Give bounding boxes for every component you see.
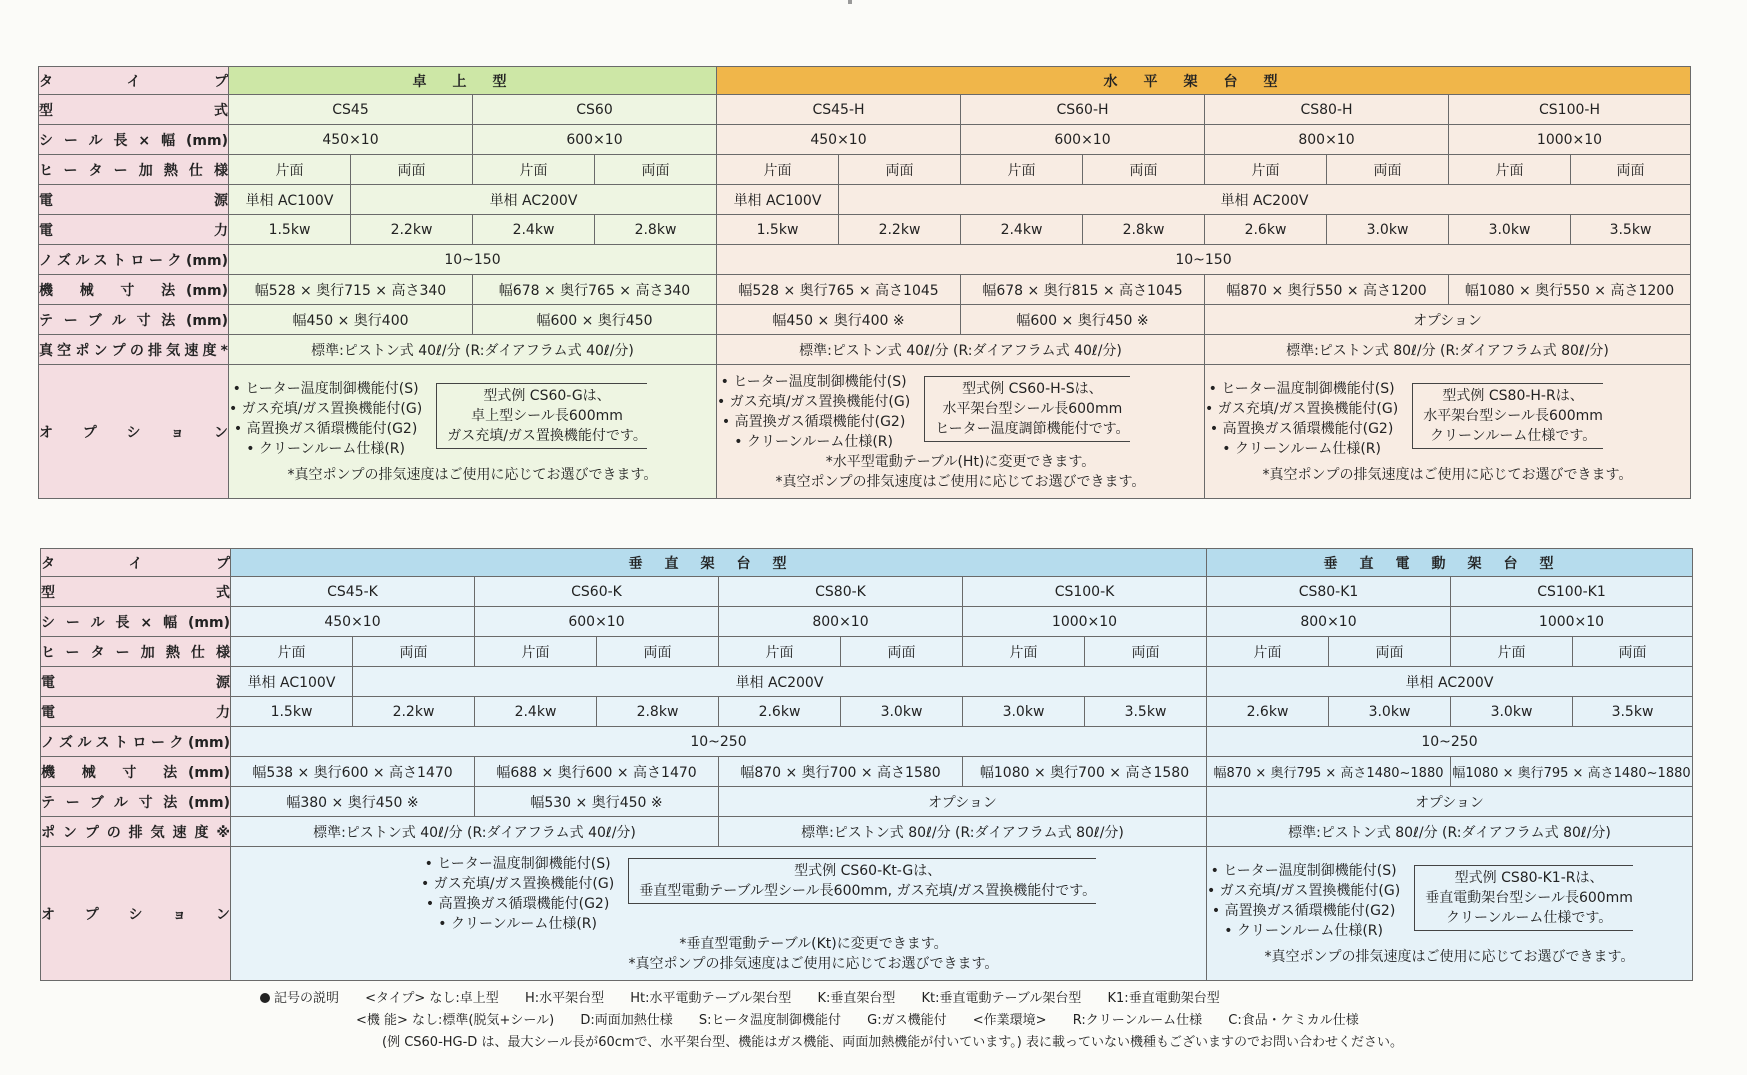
power-cell: 2.4kw — [473, 215, 595, 245]
option-desk — [229, 365, 717, 499]
option-note: *真空ポンプの排気速度はご使用に応じてお選びできます。 — [775, 473, 1146, 490]
table-dim-cell: 幅450 × 奥行400 — [229, 305, 473, 335]
spec-table-desktop-horizontal — [38, 66, 1691, 499]
machine-cell: 幅870 × 奥行700 × 高さ1580 — [719, 757, 963, 787]
model-example — [1412, 383, 1603, 449]
seal-cell: 800×10 — [1207, 607, 1451, 637]
power-cell: 2.2kw — [353, 697, 475, 727]
power-cell: 1.5kw — [717, 215, 839, 245]
row-label-heater: ヒーター加熱仕様 — [39, 155, 229, 185]
machine-cell: 幅678 × 奥行815 × 高さ1045 — [961, 275, 1205, 305]
heater-cell: 両面 — [595, 155, 717, 185]
power-cell: 3.5kw — [1085, 697, 1207, 727]
option-item: • 高置換ガス循環機能付(G2) — [717, 412, 910, 432]
heater-cell: 片面 — [473, 155, 595, 185]
option-item: • ガス充填/ガス置換機能付(G) — [1205, 399, 1398, 419]
heater-cell: 片面 — [229, 155, 351, 185]
power-cell: 3.0kw — [963, 697, 1085, 727]
row-label-supply: 電 源 — [41, 667, 231, 697]
option-note: *真空ポンプの排気速度はご使用に応じてお選びできます。 — [1262, 466, 1633, 483]
model-example — [924, 376, 1129, 442]
option-item: • 高置換ガス循環機能付(G2) — [421, 894, 614, 914]
heater-cell: 片面 — [475, 637, 597, 667]
symbol-legend — [260, 988, 1460, 1054]
table-dim-cell: オプション — [1207, 787, 1693, 817]
power-cell: 3.0kw — [1449, 215, 1571, 245]
header-vertical-type: 垂直架台型 — [231, 549, 1207, 577]
row-label-supply: 電 源 — [39, 185, 229, 215]
seal-cell: 800×10 — [719, 607, 963, 637]
example-line: 卓上型シール長600mm — [471, 407, 623, 424]
scan-mark — [848, 0, 852, 4]
power-cell: 3.0kw — [1327, 215, 1449, 245]
stroke-cell: 10~250 — [1207, 727, 1693, 757]
legend-item: G:ガス機能付 — [867, 1013, 947, 1028]
legend-item: Kt:垂直電動テーブル架台型 — [921, 991, 1082, 1006]
option-item: • ヒーター温度制御機能付(S) — [229, 379, 422, 399]
legend-item: C:食品・ケミカル仕様 — [1228, 1013, 1359, 1028]
option-note: *水平型電動テーブル(Ht)に変更できます。 — [825, 453, 1096, 470]
model-cell: CS80-K1 — [1207, 577, 1451, 607]
machine-cell: 幅870 × 奥行550 × 高さ1200 — [1205, 275, 1449, 305]
power-cell: 2.8kw — [1083, 215, 1205, 245]
machine-cell: 幅1080 × 奥行795 × 高さ1480~1880 — [1451, 757, 1693, 787]
model-cell: CS60 — [473, 95, 717, 125]
row-label-stroke: ノズルストローク(mm) — [41, 727, 231, 757]
row-label-machine: 機 械 寸 法(mm) — [39, 275, 229, 305]
heater-cell: 両面 — [1573, 637, 1693, 667]
option-item: • クリーンルーム仕様(R) — [421, 914, 614, 934]
pump-cell: 標準:ピストン式 80ℓ/分 (R:ダイアフラム式 80ℓ/分) — [1207, 817, 1693, 847]
option-item: • ヒーター温度制御機能付(S) — [717, 372, 910, 392]
example-line: 垂直型電動テーブル型シール長600mm, ガス充填/ガス置換機能付です。 — [639, 882, 1097, 899]
option-item: • ガス充填/ガス置換機能付(G) — [421, 874, 614, 894]
table-dim-cell: 幅380 × 奥行450 ※ — [231, 787, 475, 817]
legend-item: D:両面加熱仕様 — [580, 1013, 673, 1028]
example-line: ガス充填/ガス置換機能付です。 — [447, 427, 647, 444]
machine-cell: 幅870 × 奥行795 × 高さ1480~1880 — [1207, 757, 1451, 787]
row-label-model: 型 式 — [39, 95, 229, 125]
legend-item: Ht:水平電動テーブル架台型 — [630, 991, 792, 1006]
machine-cell: 幅1080 × 奥行550 × 高さ1200 — [1449, 275, 1691, 305]
option-note: *垂直型電動テーブル(Kt)に変更できます。 — [679, 935, 948, 952]
model-cell: CS45-H — [717, 95, 961, 125]
seal-cell: 800×10 — [1205, 125, 1449, 155]
legend-item: <機 能> なし:標準(脱気+シール) — [356, 1013, 555, 1028]
row-label-seal: シール長×幅(mm) — [41, 607, 231, 637]
heater-cell: 両面 — [1329, 637, 1451, 667]
power-cell: 2.4kw — [961, 215, 1083, 245]
pump-cell: 標準:ピストン式 40ℓ/分 (R:ダイアフラム式 40ℓ/分) — [229, 335, 717, 365]
table-dim-cell: 幅600 × 奥行450 — [473, 305, 717, 335]
heater-cell: 両面 — [841, 637, 963, 667]
seal-cell: 600×10 — [475, 607, 719, 637]
example-line: 型式例 CS60-Kt-Gは、 — [794, 862, 942, 879]
row-label-seal: シール長×幅(mm) — [39, 125, 229, 155]
row-label-type: タ イ プ — [39, 67, 229, 95]
legend-line-type — [260, 988, 1460, 1010]
stroke-cell: 10~250 — [231, 727, 1207, 757]
bullet-icon — [260, 993, 270, 1003]
legend-line-function — [260, 1010, 1460, 1032]
model-cell: CS45-K — [231, 577, 475, 607]
option-list — [421, 854, 614, 934]
option-horizontal-b — [1205, 365, 1691, 499]
seal-cell: 1000×10 — [1449, 125, 1691, 155]
option-list — [1205, 379, 1398, 459]
power-cell: 2.2kw — [839, 215, 961, 245]
heater-cell: 片面 — [1205, 155, 1327, 185]
supply-cell: 単相 AC100V — [231, 667, 353, 697]
power-cell: 3.0kw — [1451, 697, 1573, 727]
option-horizontal-a — [717, 365, 1205, 499]
legend-item: <作業環境> — [972, 1013, 1047, 1028]
option-item: • ガス充填/ガス置換機能付(G) — [229, 399, 422, 419]
power-cell: 2.6kw — [1207, 697, 1329, 727]
heater-cell: 両面 — [839, 155, 961, 185]
row-label-machine: 機 械 寸 法(mm) — [41, 757, 231, 787]
supply-cell: 単相 AC200V — [353, 667, 1207, 697]
power-cell: 2.6kw — [719, 697, 841, 727]
power-cell: 3.5kw — [1571, 215, 1691, 245]
pump-cell: 標準:ピストン式 40ℓ/分 (R:ダイアフラム式 40ℓ/分) — [717, 335, 1205, 365]
heater-cell: 両面 — [351, 155, 473, 185]
option-note: *真空ポンプの排気速度はご使用に応じてお選びできます。 — [287, 466, 658, 483]
seal-cell: 450×10 — [229, 125, 473, 155]
model-cell: CS80-K — [719, 577, 963, 607]
power-cell: 2.8kw — [597, 697, 719, 727]
legend-item: <タイプ> なし:卓上型 — [365, 991, 499, 1006]
machine-cell: 幅1080 × 奥行700 × 高さ1580 — [963, 757, 1207, 787]
row-label-table-dim: テーブル寸法(mm) — [41, 787, 231, 817]
row-label-power: 電 力 — [39, 215, 229, 245]
heater-cell: 片面 — [719, 637, 841, 667]
option-item: • クリーンルーム仕様(R) — [1205, 439, 1398, 459]
option-item: • 高置換ガス循環機能付(G2) — [229, 419, 422, 439]
header-horizontal-type: 水平架台型 — [717, 67, 1691, 95]
example-line: 垂直電動架台型シール長600mm — [1425, 889, 1633, 906]
power-cell: 2.6kw — [1205, 215, 1327, 245]
heater-cell: 片面 — [961, 155, 1083, 185]
spec-table-vertical — [40, 548, 1693, 981]
row-label-pump: 真空ポンプの排気速度* — [39, 335, 229, 365]
heater-cell: 片面 — [963, 637, 1085, 667]
heater-cell: 両面 — [1085, 637, 1207, 667]
legend-title: 記号の説明 — [274, 991, 340, 1006]
row-label-stroke: ノズルストローク(mm) — [39, 245, 229, 275]
option-vertical — [231, 847, 1207, 981]
heater-cell: 両面 — [1327, 155, 1449, 185]
table-dim-cell: 幅450 × 奥行400 ※ — [717, 305, 961, 335]
model-example — [436, 383, 647, 449]
power-cell: 2.8kw — [595, 215, 717, 245]
model-cell: CS45 — [229, 95, 473, 125]
heater-cell: 片面 — [717, 155, 839, 185]
option-item: • クリーンルーム仕様(R) — [1207, 921, 1400, 941]
option-item: • クリーンルーム仕様(R) — [717, 432, 910, 452]
machine-cell: 幅528 × 奥行765 × 高さ1045 — [717, 275, 961, 305]
model-cell: CS80-H — [1205, 95, 1449, 125]
seal-cell: 1000×10 — [963, 607, 1207, 637]
example-line: 型式例 CS80-K1-Rは、 — [1454, 869, 1604, 886]
stroke-cell: 10~150 — [717, 245, 1691, 275]
seal-cell: 450×10 — [231, 607, 475, 637]
table-dim-cell: 幅530 × 奥行450 ※ — [475, 787, 719, 817]
heater-cell: 片面 — [1207, 637, 1329, 667]
table-dim-cell: オプション — [1205, 305, 1691, 335]
supply-cell: 単相 AC100V — [229, 185, 351, 215]
seal-cell: 1000×10 — [1451, 607, 1693, 637]
power-cell: 1.5kw — [231, 697, 353, 727]
example-line: クリーンルーム仕様です。 — [1445, 909, 1613, 926]
legend-item: R:クリーンルーム仕様 — [1072, 1013, 1203, 1028]
machine-cell: 幅538 × 奥行600 × 高さ1470 — [231, 757, 475, 787]
heater-cell: 両面 — [1571, 155, 1691, 185]
model-cell: CS100-H — [1449, 95, 1691, 125]
supply-cell: 単相 AC200V — [351, 185, 717, 215]
option-item: • ヒーター温度制御機能付(S) — [1207, 861, 1400, 881]
supply-cell: 単相 AC200V — [839, 185, 1691, 215]
power-cell: 2.2kw — [351, 215, 473, 245]
row-label-power: 電 力 — [41, 697, 231, 727]
table-dim-cell: オプション — [719, 787, 1207, 817]
option-item: • ヒーター温度制御機能付(S) — [421, 854, 614, 874]
option-note: *真空ポンプの排気速度はご使用に応じてお選びできます。 — [1264, 948, 1635, 965]
example-line: ヒーター温度調節機能付です。 — [935, 420, 1130, 437]
power-cell: 1.5kw — [229, 215, 351, 245]
model-cell: CS100-K1 — [1451, 577, 1693, 607]
option-item: • ガス充填/ガス置換機能付(G) — [1207, 881, 1400, 901]
option-item: • 高置換ガス循環機能付(G2) — [1207, 901, 1400, 921]
heater-cell: 片面 — [1449, 155, 1571, 185]
option-item: • 高置換ガス循環機能付(G2) — [1205, 419, 1398, 439]
model-cell: CS60-K — [475, 577, 719, 607]
model-cell: CS60-H — [961, 95, 1205, 125]
example-line: 水平架台型シール長600mm — [942, 400, 1123, 417]
example-line: 型式例 CS60-H-Sは、 — [962, 380, 1103, 397]
pump-cell: 標準:ピストン式 80ℓ/分 (R:ダイアフラム式 80ℓ/分) — [1205, 335, 1691, 365]
power-cell: 2.4kw — [475, 697, 597, 727]
row-label-pump: ポンプの排気速度※ — [41, 817, 231, 847]
supply-cell: 単相 AC200V — [1207, 667, 1693, 697]
example-line: 型式例 CS60-Gは、 — [483, 387, 611, 404]
power-cell: 3.0kw — [841, 697, 963, 727]
option-item: • ヒーター温度制御機能付(S) — [1205, 379, 1398, 399]
option-note: *真空ポンプの排気速度はご使用に応じてお選びできます。 — [628, 955, 999, 972]
power-cell: 3.0kw — [1329, 697, 1451, 727]
legend-item: K1:垂直電動架台型 — [1107, 991, 1220, 1006]
model-example — [1414, 865, 1633, 931]
example-line: 型式例 CS80-H-Rは、 — [1442, 387, 1584, 404]
heater-cell: 両面 — [1083, 155, 1205, 185]
seal-cell: 450×10 — [717, 125, 961, 155]
option-list — [717, 372, 910, 452]
option-list — [1207, 861, 1400, 941]
pump-cell: 標準:ピストン式 40ℓ/分 (R:ダイアフラム式 40ℓ/分) — [231, 817, 719, 847]
supply-cell: 単相 AC100V — [717, 185, 839, 215]
row-label-heater: ヒーター加熱仕様 — [41, 637, 231, 667]
model-cell: CS100-K — [963, 577, 1207, 607]
power-cell: 3.5kw — [1573, 697, 1693, 727]
seal-cell: 600×10 — [473, 125, 717, 155]
pump-cell: 標準:ピストン式 80ℓ/分 (R:ダイアフラム式 80ℓ/分) — [719, 817, 1207, 847]
legend-item: K:垂直架台型 — [817, 991, 896, 1006]
example-line: クリーンルーム仕様です。 — [1429, 427, 1597, 444]
option-list — [229, 379, 422, 459]
row-label-option: オ プ シ ョ ン — [39, 365, 229, 499]
stroke-cell: 10~150 — [229, 245, 717, 275]
example-line: 水平架台型シール長600mm — [1423, 407, 1603, 424]
model-example — [628, 858, 1096, 904]
machine-cell: 幅678 × 奥行765 × 高さ340 — [473, 275, 717, 305]
option-item: • クリーンルーム仕様(R) — [229, 439, 422, 459]
header-desktop-type: 卓上型 — [229, 67, 717, 95]
legend-item: S:ヒータ温度制御機能付 — [698, 1013, 842, 1028]
heater-cell: 片面 — [231, 637, 353, 667]
legend-example: (例 CS60-HG-D は、最大シール長が60cmで、水平架台型、機能はガス機能、両面加熱機能が付いています。) 表に載っていない機種もございますのでお問い合わせください。 — [382, 1035, 1403, 1050]
seal-cell: 600×10 — [961, 125, 1205, 155]
row-label-table-dim: テーブル寸法(mm) — [39, 305, 229, 335]
row-label-option: オ プ シ ョ ン — [41, 847, 231, 981]
heater-cell: 片面 — [1451, 637, 1573, 667]
legend-item: H:水平架台型 — [524, 991, 605, 1006]
option-vertical-electric — [1207, 847, 1693, 981]
option-item: • ガス充填/ガス置換機能付(G) — [717, 392, 910, 412]
machine-cell: 幅528 × 奥行715 × 高さ340 — [229, 275, 473, 305]
heater-cell: 両面 — [353, 637, 475, 667]
row-label-model: 型 式 — [41, 577, 231, 607]
heater-cell: 両面 — [597, 637, 719, 667]
table-dim-cell: 幅600 × 奥行450 ※ — [961, 305, 1205, 335]
row-label-type: タ イ プ — [41, 549, 231, 577]
header-vertical-electric-type: 垂直電動架台型 — [1207, 549, 1693, 577]
machine-cell: 幅688 × 奥行600 × 高さ1470 — [475, 757, 719, 787]
